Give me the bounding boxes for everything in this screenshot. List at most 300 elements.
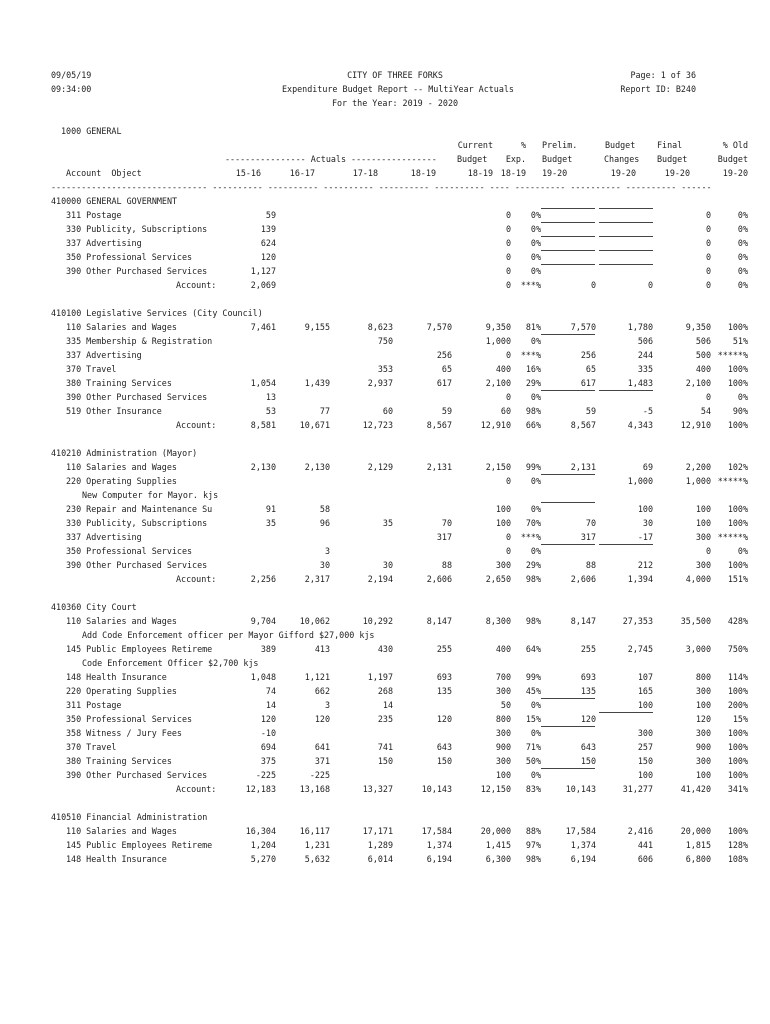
object-label: 148 Health Insurance	[66, 672, 167, 682]
cell-value: 12,910	[680, 420, 711, 430]
cell-value: 66%	[525, 420, 541, 430]
col-exp-18-19: 18-19	[500, 168, 526, 178]
table-row	[0, 362, 770, 376]
table-row	[0, 334, 770, 348]
cell-value: 0	[505, 476, 511, 486]
object-label: 148 Health Insurance	[66, 854, 167, 864]
cell-value: 10,143	[421, 784, 452, 794]
cell-value: 50%	[525, 756, 541, 766]
table-row	[0, 726, 770, 740]
object-label: 350 Professional Services	[66, 714, 193, 724]
cell-value: 165	[637, 686, 653, 696]
cell-value: 100	[495, 504, 511, 514]
section-title: 410000 GENERAL GOVERNMENT	[51, 196, 178, 206]
cell-value: 100%	[727, 504, 748, 514]
cell-value: 30	[382, 560, 393, 570]
cell-value: 300	[495, 686, 511, 696]
cell-value: 400	[695, 364, 711, 374]
table-row	[0, 460, 770, 474]
cell-value: 1,121	[304, 672, 330, 682]
table-row	[0, 852, 770, 866]
cell-value: 150	[580, 756, 596, 766]
section-title: 410100 Legislative Services (City Council)	[51, 308, 263, 318]
cell-value: 14	[382, 700, 393, 710]
cell-value: 256	[436, 350, 452, 360]
cell-value: 1,048	[250, 672, 276, 682]
cell-value: 2,130	[250, 462, 276, 472]
cell-value: 71%	[525, 742, 541, 752]
cell-value: 5,632	[304, 854, 330, 864]
table-row	[0, 558, 770, 572]
cell-value: 0%	[530, 770, 541, 780]
cell-value: 1,000	[685, 476, 711, 486]
table-row	[0, 208, 770, 222]
line-note: New Computer for Mayor. kjs	[82, 490, 219, 500]
section-heading-row	[0, 810, 770, 824]
cell-value: 617	[580, 378, 596, 388]
cell-value: 98%	[525, 574, 541, 584]
object-label: 110 Salaries and Wages	[66, 462, 177, 472]
cell-value: 750	[377, 336, 393, 346]
blank-entry-line	[541, 222, 595, 223]
cell-value: 35	[265, 518, 276, 528]
table-row	[0, 250, 770, 264]
cell-value: 300	[695, 756, 711, 766]
cell-value: 1,197	[367, 672, 393, 682]
cell-value: 341%	[727, 784, 748, 794]
cell-value: 90%	[732, 406, 748, 416]
section-heading-row	[0, 600, 770, 614]
blank-entry-line	[599, 544, 653, 545]
cell-value: 30	[642, 518, 653, 528]
table-row	[0, 544, 770, 558]
col-old-19-20: 19-20	[722, 168, 748, 178]
object-label: 330 Publicity, Subscriptions	[66, 224, 208, 234]
cell-value: 100	[637, 770, 653, 780]
object-label: 337 Advertising	[66, 532, 142, 542]
cell-value: 96	[319, 518, 330, 528]
cell-value: 10,292	[362, 616, 393, 626]
cell-value: 2,100	[685, 378, 711, 388]
cell-value: 17,171	[362, 826, 393, 836]
cell-value: 0	[705, 266, 711, 276]
table-row	[0, 642, 770, 656]
col-year-16-17: 16-17	[289, 168, 315, 178]
cell-value: 0	[505, 238, 511, 248]
col-current-18-19: 18-19	[467, 168, 493, 178]
cell-value: -10	[260, 728, 276, 738]
cell-value: 0	[505, 280, 511, 290]
object-label: 230 Repair and Maintenance Su	[66, 504, 213, 514]
blank-entry-line	[599, 712, 653, 713]
report-time: 09:34:00	[51, 84, 92, 94]
object-label: 220 Operating Supplies	[66, 686, 177, 696]
cell-value: 0	[505, 266, 511, 276]
cell-value: 255	[580, 644, 596, 654]
table-row	[0, 838, 770, 852]
col-budget: Budget	[605, 140, 636, 150]
cell-value: 13,327	[362, 784, 393, 794]
cell-value: 12,723	[362, 420, 393, 430]
object-label: 390 Other Purchased Services	[66, 770, 208, 780]
cell-value: 0%	[737, 238, 748, 248]
cell-value: 16,304	[245, 826, 276, 836]
spacer-row	[0, 292, 770, 306]
cell-value: 400	[495, 644, 511, 654]
cell-value: 3	[324, 700, 330, 710]
fund-title	[0, 124, 770, 138]
blank-entry-line	[541, 544, 595, 545]
cell-value: 0	[705, 238, 711, 248]
section-title: 410510 Financial Administration	[51, 812, 208, 822]
object-label: 370 Travel	[66, 364, 117, 374]
cell-value: 100	[637, 504, 653, 514]
cell-value: 400	[495, 364, 511, 374]
cell-value: 100%	[727, 728, 748, 738]
cell-value: 6,194	[570, 854, 596, 864]
cell-value: 8,300	[485, 616, 511, 626]
cell-value: 120	[260, 252, 276, 262]
table-row	[0, 502, 770, 516]
cell-value: 0%	[530, 476, 541, 486]
cell-value: 100	[495, 770, 511, 780]
cell-value: 98%	[525, 616, 541, 626]
cell-value: 2,416	[627, 826, 653, 836]
col-final-budget: Budget	[657, 154, 688, 164]
table-row	[0, 698, 770, 712]
object-label: 390 Other Purchased Services	[66, 266, 208, 276]
object-label: 337 Advertising	[66, 238, 142, 248]
cell-value: 375	[260, 756, 276, 766]
cell-value: 2,100	[485, 378, 511, 388]
object-label: 370 Travel	[66, 742, 117, 752]
table-row	[0, 376, 770, 390]
spacer-row	[0, 432, 770, 446]
cell-value: 100	[695, 700, 711, 710]
cell-value: 7,570	[426, 322, 452, 332]
cell-value: 51%	[732, 336, 748, 346]
section-heading-row	[0, 446, 770, 460]
blank-entry-line	[599, 222, 653, 223]
cell-value: 6,014	[367, 854, 393, 864]
account-total-row	[0, 418, 770, 432]
cell-value: 606	[637, 854, 653, 864]
cell-value: 2,200	[685, 462, 711, 472]
cell-value: 59	[265, 210, 276, 220]
cell-value: 2,194	[367, 574, 393, 584]
table-row	[0, 320, 770, 334]
cell-value: 2,650	[485, 574, 511, 584]
cell-value: 3	[324, 546, 330, 556]
account-total-row	[0, 782, 770, 796]
table-row	[0, 768, 770, 782]
object-label: 380 Training Services	[66, 756, 172, 766]
col-final-19-20: 19-20	[664, 168, 690, 178]
city-name: CITY OF THREE FORKS	[347, 70, 443, 80]
cell-value: 88	[441, 560, 452, 570]
blank-entry-line	[599, 236, 653, 237]
cell-value: 150	[436, 756, 452, 766]
cell-value: 0%	[737, 280, 748, 290]
cell-value: 0	[705, 546, 711, 556]
cell-value: 54	[700, 406, 711, 416]
cell-value: 212	[637, 560, 653, 570]
cell-value: 900	[495, 742, 511, 752]
cell-value: 662	[314, 686, 330, 696]
cell-value: 643	[580, 742, 596, 752]
cell-value: 643	[436, 742, 452, 752]
cell-value: 2,937	[367, 378, 393, 388]
cell-value: 100%	[727, 322, 748, 332]
col-changes-19-20: 19-20	[610, 168, 636, 178]
cell-value: 800	[495, 714, 511, 724]
cell-value: 353	[377, 364, 393, 374]
blank-entry-line	[541, 698, 595, 699]
col-prelim-budget: Budget	[542, 154, 573, 164]
cell-value: 800	[695, 672, 711, 682]
cell-value: 0%	[530, 336, 541, 346]
cell-value: 135	[580, 686, 596, 696]
cell-value: 8,581	[250, 420, 276, 430]
cell-value: 1,231	[304, 840, 330, 850]
cell-value: 335	[637, 364, 653, 374]
cell-value: 300	[495, 560, 511, 570]
cell-value: 1,289	[367, 840, 393, 850]
cell-value: 10,062	[299, 616, 330, 626]
cell-value: ***%	[520, 532, 541, 542]
col-year-15-16: 15-16	[235, 168, 261, 178]
cell-value: 108%	[727, 854, 748, 864]
cell-value: 255	[436, 644, 452, 654]
col-budget-current: Budget	[457, 154, 488, 164]
cell-value: 428%	[727, 616, 748, 626]
cell-value: 81%	[525, 322, 541, 332]
cell-value: 27,353	[622, 616, 653, 626]
cell-value: 107	[637, 672, 653, 682]
blank-entry-line	[541, 768, 595, 769]
cell-value: 1,000	[627, 476, 653, 486]
cell-value: 17,584	[565, 826, 596, 836]
cell-value: 60	[500, 406, 511, 416]
cell-value: 300	[695, 686, 711, 696]
table-row	[0, 712, 770, 726]
cell-value: ***%	[520, 350, 541, 360]
object-label: 358 Witness / Jury Fees	[66, 728, 182, 738]
cell-value: 693	[436, 672, 452, 682]
object-label: 311 Postage	[66, 700, 122, 710]
cell-value: 16,117	[299, 826, 330, 836]
cell-value: 6,800	[685, 854, 711, 864]
blank-entry-line	[541, 726, 595, 727]
cell-value: 97%	[525, 840, 541, 850]
cell-value: 0%	[530, 728, 541, 738]
object-label: 337 Advertising	[66, 350, 142, 360]
cell-value: 151%	[727, 574, 748, 584]
table-row	[0, 740, 770, 754]
cell-value: 3,000	[685, 644, 711, 654]
cell-value: 0%	[530, 392, 541, 402]
object-label: 350 Professional Services	[66, 252, 193, 262]
cell-value: 70	[585, 518, 596, 528]
cell-value: 0%	[737, 252, 748, 262]
col-old-budget: Budget	[717, 154, 748, 164]
cell-value: 20,000	[680, 826, 711, 836]
cell-value: *****%	[717, 476, 748, 486]
cell-value: 59	[585, 406, 596, 416]
line-note: Code Enforcement Officer $2,700 kjs	[82, 658, 259, 668]
cell-value: 65	[585, 364, 596, 374]
cell-value: 8,623	[367, 322, 393, 332]
object-label: 390 Other Purchased Services	[66, 560, 208, 570]
cell-value: 59	[441, 406, 452, 416]
cell-value: 6,300	[485, 854, 511, 864]
cell-value: 371	[314, 756, 330, 766]
cell-value: 135	[436, 686, 452, 696]
cell-value: 29%	[525, 378, 541, 388]
report-year: For the Year: 2019 - 2020	[331, 98, 459, 108]
col-current: Current	[457, 140, 493, 150]
cell-value: 624	[260, 238, 276, 248]
cell-value: 2,129	[367, 462, 393, 472]
cell-value: 58	[319, 504, 330, 514]
cell-value: 15%	[525, 714, 541, 724]
section-heading-row	[0, 306, 770, 320]
cell-value: 0	[505, 546, 511, 556]
cell-value: 9,704	[250, 616, 276, 626]
cell-value: 430	[377, 644, 393, 654]
report-title: Expenditure Budget Report -- MultiYear Actuals	[282, 84, 514, 94]
col-year-17-18: 17-18	[352, 168, 378, 178]
cell-value: 16%	[525, 364, 541, 374]
column-header-row-1	[0, 138, 770, 152]
table-row	[0, 264, 770, 278]
table-row	[0, 754, 770, 768]
cell-value: 70%	[525, 518, 541, 528]
cell-value: 300	[495, 756, 511, 766]
cell-value: 120	[260, 714, 276, 724]
cell-value: 413	[314, 644, 330, 654]
blank-entry-line	[541, 502, 595, 503]
cell-value: 31,277	[622, 784, 653, 794]
cell-value: 45%	[525, 686, 541, 696]
object-label: 110 Salaries and Wages	[66, 616, 177, 626]
account-total-label: Account:	[176, 280, 217, 290]
object-label: 335 Membership & Registration	[66, 336, 213, 346]
cell-value: 300	[495, 728, 511, 738]
cell-value: 641	[314, 742, 330, 752]
table-row	[0, 474, 770, 488]
object-label: 390 Other Purchased Services	[66, 392, 208, 402]
col-changes: Changes	[604, 154, 640, 164]
blank-entry-line	[541, 250, 595, 251]
cell-value: 2,256	[250, 574, 276, 584]
cell-value: 41,420	[680, 784, 711, 794]
note-row	[0, 656, 770, 670]
report-date: 09/05/19	[51, 70, 92, 80]
cell-value: 88	[585, 560, 596, 570]
blank-entry-line	[599, 390, 653, 391]
cell-value: 100%	[727, 518, 748, 528]
cell-value: ***%	[520, 280, 541, 290]
cell-value: 0%	[530, 546, 541, 556]
cell-value: 2,131	[426, 462, 452, 472]
cell-value: 15%	[732, 714, 748, 724]
col-year-18-19: 18-19	[410, 168, 436, 178]
cell-value: 88%	[525, 826, 541, 836]
col-account-object: Account Object	[66, 168, 142, 178]
cell-value: 0%	[530, 252, 541, 262]
object-label: 110 Salaries and Wages	[66, 322, 177, 332]
cell-value: -17	[637, 532, 653, 542]
object-label: 220 Operating Supplies	[66, 476, 177, 486]
cell-value: 13,168	[299, 784, 330, 794]
cell-value: 30	[319, 560, 330, 570]
header-line-2	[0, 82, 770, 96]
cell-value: 100	[695, 504, 711, 514]
cell-value: 10,143	[565, 784, 596, 794]
cell-value: 100%	[727, 364, 748, 374]
cell-value: 8,147	[426, 616, 452, 626]
cell-value: 35	[382, 518, 393, 528]
cell-value: 14	[265, 700, 276, 710]
cell-value: 12,150	[480, 784, 511, 794]
header-rule	[0, 180, 770, 194]
cell-value: 99%	[525, 462, 541, 472]
blank-entry-line	[541, 390, 595, 391]
cell-value: 0	[705, 210, 711, 220]
cell-value: 100	[637, 700, 653, 710]
cell-value: 13	[265, 392, 276, 402]
cell-value: 120	[436, 714, 452, 724]
note-row	[0, 628, 770, 642]
cell-value: 120	[695, 714, 711, 724]
cell-value: 91	[265, 504, 276, 514]
blank-entry-line	[599, 208, 653, 209]
cell-value: 100	[695, 770, 711, 780]
cell-value: 441	[637, 840, 653, 850]
cell-value: 29%	[525, 560, 541, 570]
cell-value: 317	[436, 532, 452, 542]
cell-value: 0	[505, 224, 511, 234]
cell-value: 0	[647, 280, 653, 290]
header-line-1	[0, 68, 770, 82]
cell-value: 99%	[525, 672, 541, 682]
note-row	[0, 488, 770, 502]
cell-value: 1,394	[627, 574, 653, 584]
section-heading-row	[0, 194, 770, 208]
table-row	[0, 670, 770, 684]
cell-value: 98%	[525, 406, 541, 416]
cell-value: 389	[260, 644, 276, 654]
cell-value: 70	[441, 518, 452, 528]
cell-value: 9,350	[485, 322, 511, 332]
cell-value: 2,745	[627, 644, 653, 654]
cell-value: 8,147	[570, 616, 596, 626]
cell-value: 2,606	[570, 574, 596, 584]
cell-value: 9,155	[304, 322, 330, 332]
cell-value: 98%	[525, 854, 541, 864]
object-label: 145 Public Employees Retireme	[66, 644, 213, 654]
cell-value: 120	[314, 714, 330, 724]
account-total-row	[0, 278, 770, 292]
cell-value: 300	[695, 532, 711, 542]
header-line-3	[0, 96, 770, 110]
blank-entry-line	[541, 208, 595, 209]
cell-value: 200%	[727, 700, 748, 710]
cell-value: 257	[637, 742, 653, 752]
col-prelim-19-20: 19-20	[542, 168, 568, 178]
cell-value: 0%	[737, 210, 748, 220]
